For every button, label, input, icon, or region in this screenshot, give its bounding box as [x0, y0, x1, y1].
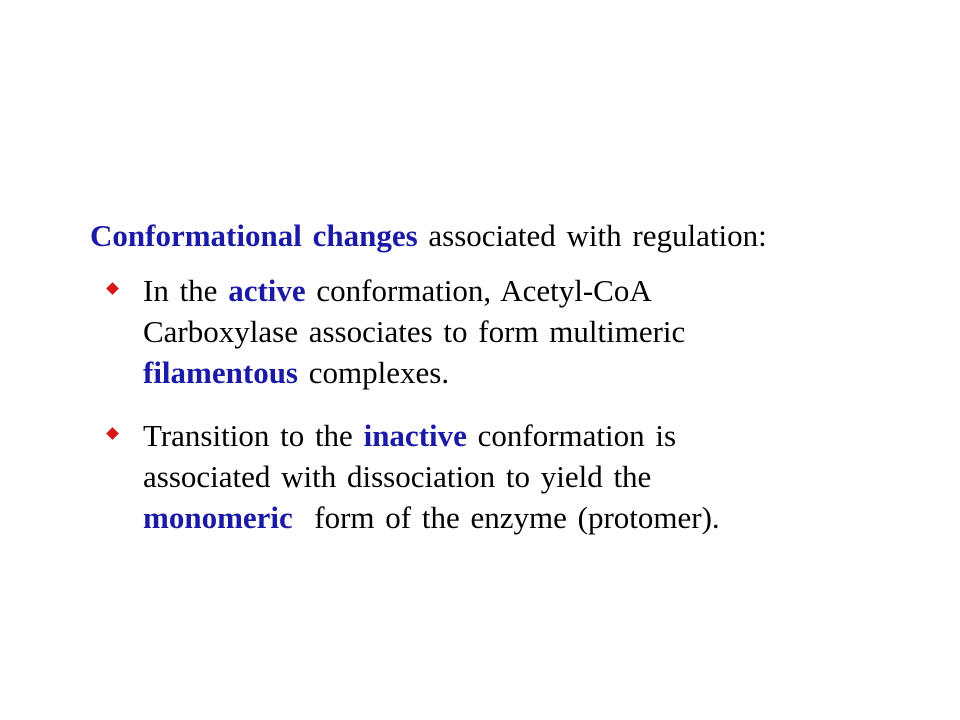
- line-text: complexes.: [298, 355, 450, 390]
- bullet-line: [143, 415, 805, 456]
- emphasis-inactive: inactive: [363, 418, 467, 453]
- emphasis-active: active: [228, 273, 306, 308]
- line-text: associated with dissociation to yield the: [143, 459, 652, 494]
- bullet-line: [143, 352, 805, 393]
- heading-emphasis-changes: changes: [312, 218, 418, 253]
- bullet-line: [143, 270, 805, 311]
- bullet-line: [143, 497, 805, 538]
- bullet-line: [143, 311, 805, 352]
- diamond-bullet-icon: [106, 282, 119, 295]
- slide-heading: [90, 214, 767, 258]
- line-text: conformation is: [466, 418, 677, 453]
- line-text: In the: [143, 273, 229, 308]
- diamond-bullet-icon: [106, 427, 119, 440]
- line-text: Carboxylase associates to form multimeric: [143, 314, 686, 349]
- bullet-list: [105, 270, 805, 560]
- heading-emphasis-conformational: Conformational: [90, 218, 302, 253]
- line-text: conformation, Acetyl-CoA: [305, 273, 652, 308]
- line-text: form of the enzyme (protomer).: [292, 500, 720, 535]
- bullet-line: [143, 456, 805, 497]
- line-text: Transition to the: [143, 418, 364, 453]
- bullet-item-inactive: [105, 415, 805, 538]
- emphasis-filamentous: filamentous: [143, 355, 298, 390]
- bullet-item-active: [105, 270, 805, 393]
- emphasis-monomeric: monomeric: [143, 500, 293, 535]
- heading-text: associated with regulation:: [428, 218, 767, 253]
